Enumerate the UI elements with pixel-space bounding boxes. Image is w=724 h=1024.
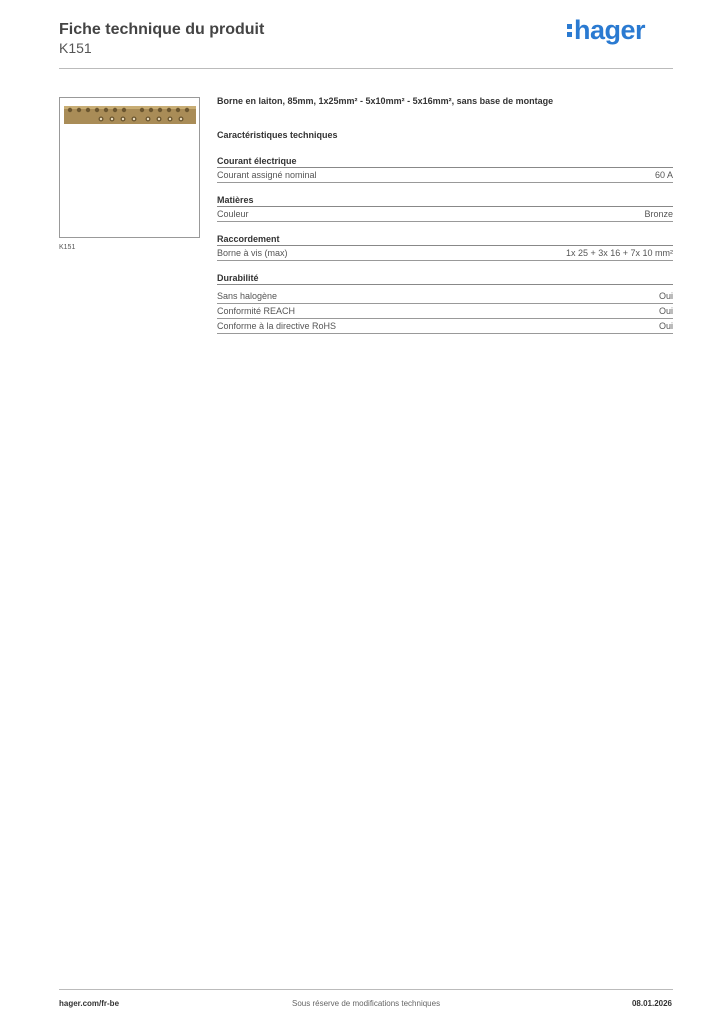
spec-label: Sans halogène bbox=[217, 291, 278, 301]
section-raccordement bbox=[217, 233, 673, 261]
spec-label: Conformité REACH bbox=[217, 306, 296, 316]
spec-value: 60 A bbox=[654, 170, 673, 180]
header-divider bbox=[59, 68, 673, 69]
terminal-block-icon bbox=[62, 100, 198, 130]
image-caption: K151 bbox=[59, 244, 76, 251]
brand-logo: hager bbox=[567, 15, 645, 46]
spec-value: 1x 25 + 3x 16 + 7x 10 mm² bbox=[565, 248, 673, 258]
spec-label: Courant assigné nominal bbox=[217, 170, 317, 180]
section-matieres bbox=[217, 194, 673, 222]
footer-divider bbox=[59, 989, 673, 990]
footer-url-link[interactable]: hager.com/fr-be bbox=[59, 999, 120, 1008]
spec-value: Oui bbox=[658, 291, 673, 301]
spec-row bbox=[217, 289, 673, 304]
footer-date: 08.01.2026 bbox=[631, 999, 672, 1008]
spec-label: Conforme à la directive RoHS bbox=[217, 321, 337, 331]
spec-row bbox=[217, 246, 673, 261]
spec-row bbox=[217, 207, 673, 222]
spec-row bbox=[217, 319, 673, 334]
specs-heading: Caractéristiques techniques bbox=[217, 130, 338, 140]
section-title: Durabilité bbox=[217, 272, 673, 285]
product-image bbox=[59, 97, 200, 238]
section-title: Matières bbox=[217, 194, 673, 207]
spec-row bbox=[217, 168, 673, 183]
page-title: Fiche technique du produit bbox=[59, 21, 265, 38]
spec-label: Couleur bbox=[217, 209, 249, 219]
spec-value: Bronze bbox=[644, 209, 673, 219]
spec-row bbox=[217, 304, 673, 319]
spec-value: Oui bbox=[658, 321, 673, 331]
product-code: K151 bbox=[59, 40, 92, 56]
spec-label: Borne à vis (max) bbox=[217, 248, 288, 258]
section-title: Courant électrique bbox=[217, 155, 673, 168]
section-courant bbox=[217, 155, 673, 183]
logo-dots-icon bbox=[567, 19, 573, 39]
product-description: Borne en laiton, 85mm, 1x25mm² - 5x10mm² - 5x16mm², sans base de montage bbox=[217, 96, 554, 106]
section-title: Raccordement bbox=[217, 233, 673, 246]
section-durabilite bbox=[217, 272, 673, 334]
footer-notice: Sous réserve de modifications techniques bbox=[292, 999, 441, 1008]
spec-value: Oui bbox=[658, 306, 673, 316]
